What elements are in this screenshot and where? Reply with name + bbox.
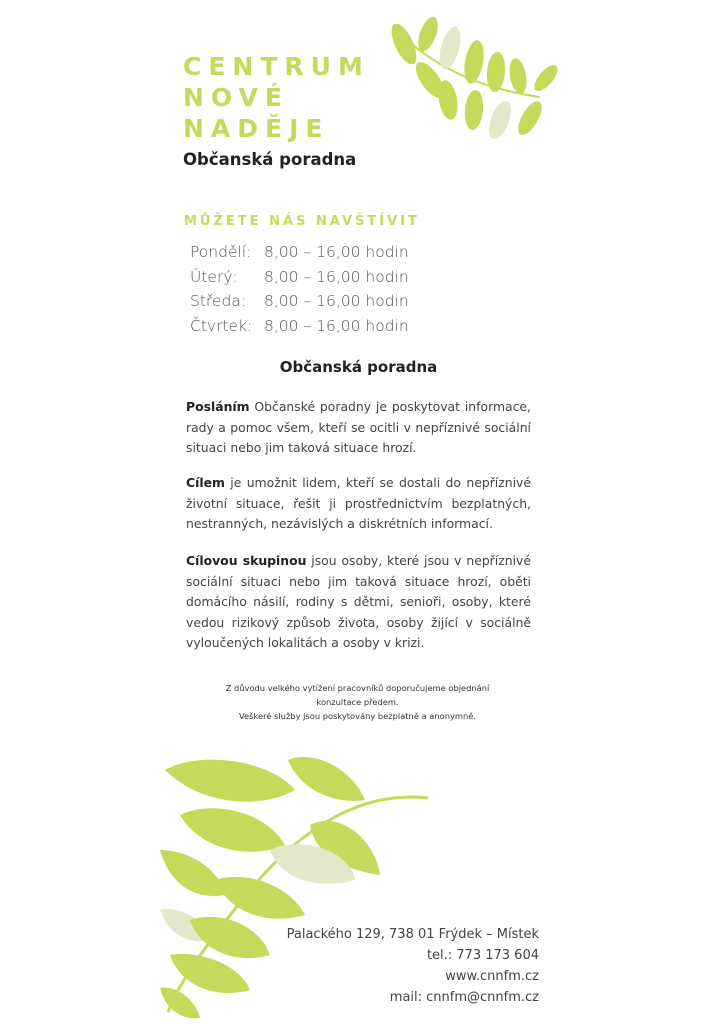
contact-address: Palackého 129, 738 01 Frýdek – Místek: [286, 927, 539, 942]
logo-line-3: NADĚJE: [183, 114, 330, 143]
hours-time: 8,00 – 16,00 hodin: [264, 292, 409, 310]
hours-row-tuesday: [190, 268, 409, 293]
hours-day: Úterý:: [190, 267, 238, 286]
visit-heading: MŮŽETE NÁS NAVŠTÍVIT: [184, 214, 420, 229]
mission-paragraph: [186, 397, 531, 459]
notice: [175, 681, 540, 723]
section-title: Občanská poradna: [279, 358, 438, 376]
goal-paragraph: [186, 473, 531, 535]
logo-line-2: NOVÉ: [183, 83, 289, 112]
target-group-paragraph: [186, 551, 531, 654]
contact-mail[interactable]: mail: cnnfm@cnnfm.cz: [389, 990, 539, 1005]
opening-hours: [190, 243, 409, 341]
hours-row-thursday: [190, 317, 409, 342]
leaf-branch-top-icon: [390, 12, 560, 142]
hours-day: Pondělí:: [190, 243, 252, 261]
hours-row-monday: [190, 243, 409, 268]
target-text: jsou osoby, které jsou v nepříznivé sociální situaci nebo jim taková situace hrozí, oběti domácího násilí, rodiny s dětmi, senioři, osoby, které vedou rizikový způsob života, osoby žijící v sociálně vyloučených lokalitách a osoby v krizi.: [186, 553, 531, 650]
contact-phone[interactable]: tel.: 773 173 604: [426, 948, 539, 963]
goal-bold: Cílem: [186, 475, 225, 490]
hours-day: Čtvrtek:: [190, 316, 253, 335]
notice-line-2: konzultace předem.: [316, 697, 399, 707]
goal-text: je umožnit lidem, kteří se dostali do nepříznivé životní situace, řešit ji prostřednictvím bezplatných, nestranných, nezávislých a diskrétních informací.: [186, 475, 531, 531]
notice-line-3: Veškeré služby jsou poskytovány bezplatně a anonymně.: [239, 711, 476, 721]
mission-bold: Posláním: [186, 399, 250, 414]
subtitle: Občanská poradna: [183, 150, 357, 169]
hours-time: 8,00 – 16,00 hodin: [264, 316, 409, 335]
hours-time: 8,00 – 16,00 hodin: [264, 267, 409, 286]
hours-day: Středa:: [190, 292, 247, 310]
logo-line-1: CENTRUM: [183, 52, 370, 81]
mission-text: Občanské poradny je poskytovat informace, rady a pomoc všem, kteří se ocitli v nepříznivé sociální situaci nebo jim taková situace hrozí.: [186, 399, 531, 455]
contact-web[interactable]: www.cnnfm.cz: [445, 969, 539, 984]
contact-block: [287, 924, 539, 1008]
hours-row-wednesday: [190, 292, 409, 317]
hours-time: 8,00 – 16,00 hodin: [264, 243, 409, 261]
notice-line-1: Z důvodu velkého vytížení pracovníků doporučujeme objednání: [225, 683, 490, 693]
target-bold: Cílovou skupinou: [186, 553, 307, 568]
